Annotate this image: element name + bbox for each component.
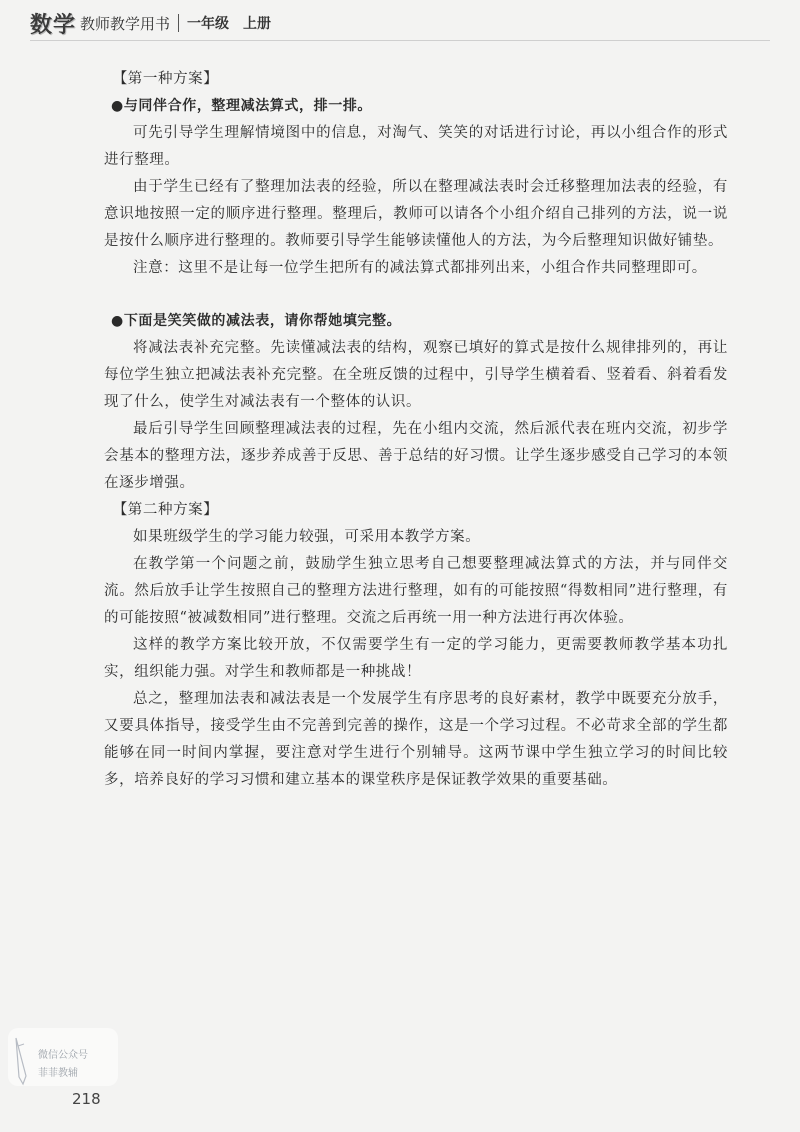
paragraph-summary: 总之，整理加法表和减法表是一个发展学生有序思考的良好素材，教学中既要充分放手，又要具体指导，接受学生由不完善到完善的操作，这是一个学习过程。不必苛求全部的学生都能够在同一时间内掌握，要注意对学生进行个别辅导。这两节课中学生独立学习的时间比较多，培养良好的学习习惯和建立基本的课堂秩序是保证教学效果的重要基础。 (104, 691, 728, 788)
paragraph-note: 注意：这里不是让每一位学生把所有的减法算式都排列出来，小组合作共同整理即可。 (133, 260, 707, 276)
section-heading-plan-1: 【第一种方案】 (112, 71, 219, 87)
page-number: 218 (72, 1090, 101, 1108)
activity-heading-2: ●下面是笑笑做的减法表，请你帮她填完整。 (111, 313, 402, 329)
section-heading-plan-2: 【第二种方案】 (112, 502, 219, 518)
running-header (30, 8, 271, 38)
paragraph: 将减法表补充完整。先读懂减法表的结构，观察已填好的算式是按什么规律排列的，再让每位学生独立把减法表补充完整。在全班反馈的过程中，引导学生横着看、竖着看、斜着看发现了什么，使学生对减法表有一个整体的认识。 (104, 340, 728, 410)
grade-volume: 一年级 上册 (187, 16, 272, 32)
paragraph: 这样的教学方案比较开放，不仅需要学生有一定的学习能力，更需要教师教学基本功扎实，组织能力强。对学生和教师都是一种挑战！ (104, 637, 728, 680)
book-title: 教师教学用书 (80, 14, 171, 33)
watermark-line-2: 菲菲教辅 (38, 1068, 78, 1079)
header-divider (178, 14, 179, 32)
watermark-line-1: 微信公众号 (38, 1050, 88, 1061)
paragraph: 可先引导学生理解情境图中的信息，对淘气、笑笑的对话进行讨论，再以小组合作的形式进行整理。 (104, 125, 728, 168)
paragraph: 由于学生已经有了整理加法表的经验，所以在整理减法表时会迁移整理加法表的经验，有意识地按照一定的顺序进行整理。整理后，教师可以请各个小组介绍自己排列的方法，说一说是按什么顺序进行整理的。教师要引导学生能够读懂他人的方法，为今后整理知识做好铺垫。 (104, 179, 728, 249)
paragraph: 最后引导学生回顾整理减法表的过程，先在小组内交流，然后派代表在班内交流，初步学会基本的整理方法，逐步养成善于反思、善于总结的好习惯。让学生逐步感受自己学习的本领在逐步增强。 (104, 421, 728, 491)
paragraph: 如果班级学生的学习能力较强，可采用本教学方案。 (133, 529, 481, 545)
subject-title: 数学 (30, 12, 77, 38)
paragraph: 在教学第一个问题之前，鼓励学生独立思考自己想要整理减法算式的方法，并与同伴交流。然后放手让学生按照自己的整理方法进行整理，如有的可能按照“得数相同”进行整理，有的可能按照“被减数相同”进行整理。交流之后再统一用一种方法进行再次体验。 (104, 556, 728, 626)
spacer (104, 282, 728, 308)
activity-heading-1: ●与同伴合作，整理减法算式，排一排。 (111, 98, 373, 114)
page-body (104, 66, 728, 794)
header-rule (30, 40, 770, 41)
pen-icon (12, 1036, 30, 1086)
